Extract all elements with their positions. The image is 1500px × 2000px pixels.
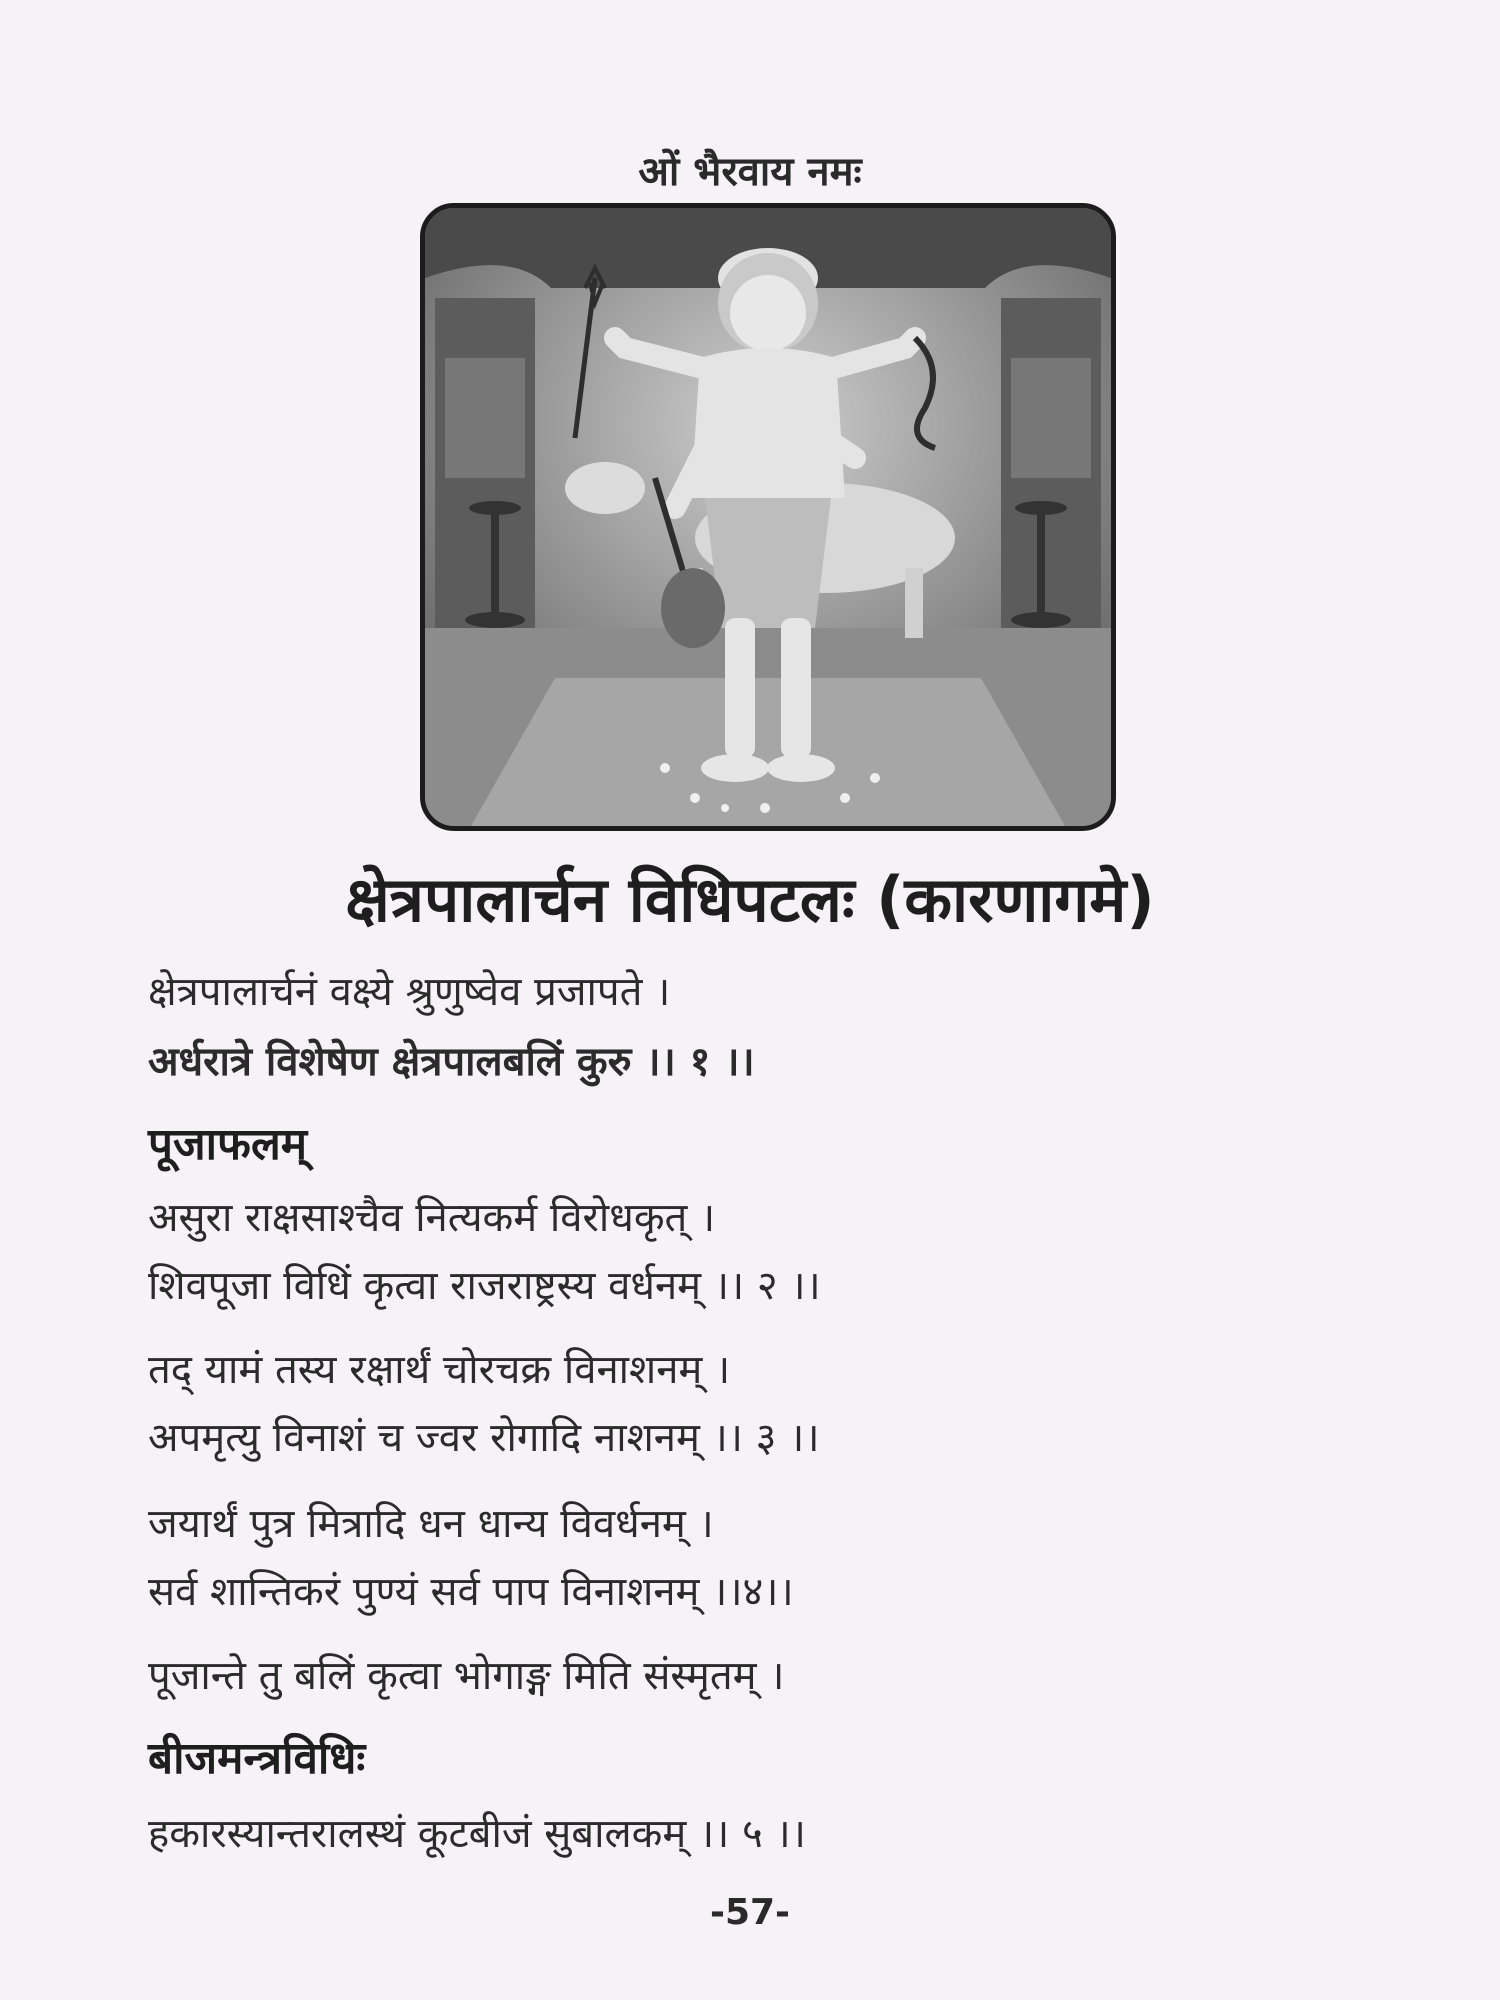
chapter-title: क्षेत्रपालार्चन विधिपटलः (कारणागमे)	[345, 863, 1155, 936]
section-heading-phalam: पूजाफलम्	[148, 1119, 308, 1170]
invocation-heading: ओं भैरवाय नमः	[638, 149, 862, 195]
bhairava-picture	[420, 203, 1116, 831]
page-number: -57-	[710, 1892, 790, 1933]
section-heading-beeja: बीजमन्त्रविधिः	[148, 1733, 366, 1784]
verse-line: तद् यामं तस्य रक्षार्थं चोरचक्र विनाशनम् ।	[148, 1347, 731, 1393]
verse-line: क्षेत्रपालार्चनं वक्ष्ये श्रुणुष्वेव प्रजापते ।	[148, 969, 671, 1015]
verse-line: जयार्थं पुत्र मित्रादि धन धान्य विवर्धनम् ।	[148, 1501, 714, 1547]
verse-line: असुरा राक्षसाश्चैव नित्यकर्म विरोधकृत् ।	[148, 1195, 716, 1241]
verse-line: अपमृत्यु विनाशं च ज्वर रोगादि नाशनम् ।। ३ ।।	[148, 1415, 820, 1461]
verse-line: शिवपूजा विधिं कृत्वा राजराष्ट्रस्य वर्धनम् ।। २ ।।	[148, 1263, 821, 1309]
verse-line: हकारस्यान्तरालस्थं कूटबीजं सुबालकम् ।। ५ ।।	[148, 1811, 806, 1857]
bhairava-deity-icon	[425, 208, 1111, 826]
verse-line: पूजान्ते तु बलिं कृत्वा भोगाङ्ग मिति संस्मृतम् ।	[148, 1653, 785, 1699]
verse-line: अर्धरात्रे विशेषेण क्षेत्रपालबलिं कुरु ।। १ ।।	[148, 1039, 755, 1085]
verse-line: सर्व शान्तिकरं पुण्यं सर्व पाप विनाशनम् ।।४।।	[148, 1569, 794, 1615]
